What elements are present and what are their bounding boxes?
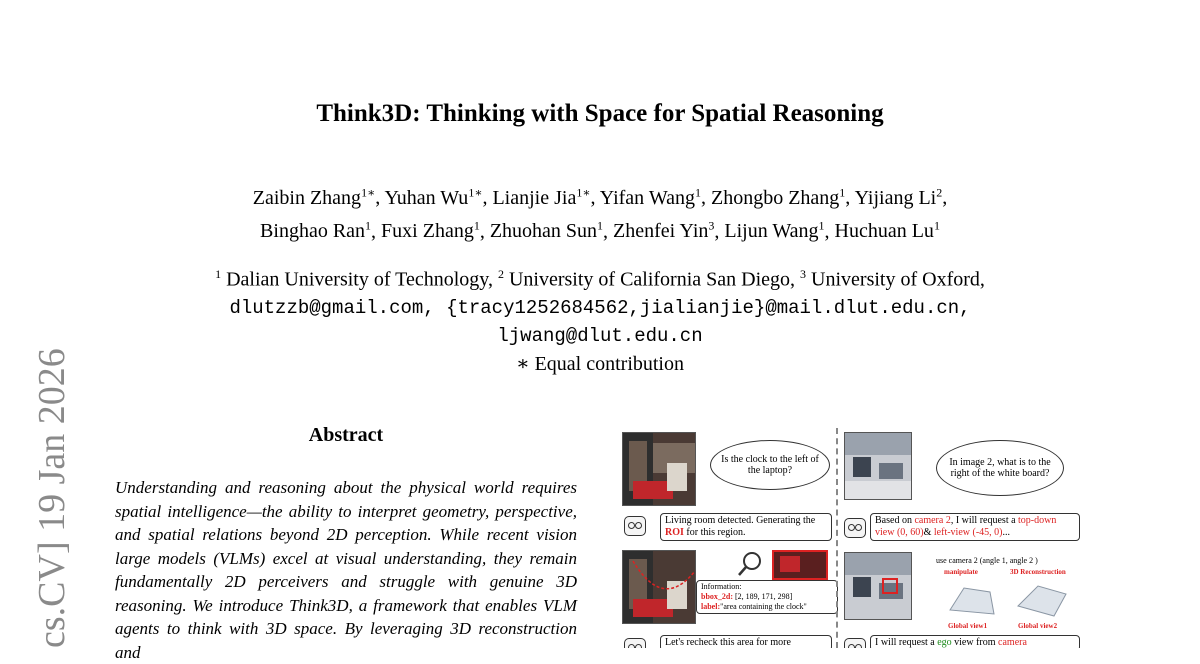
roi-crop bbox=[772, 550, 828, 580]
teaser-figure bbox=[618, 428, 1082, 648]
figure-divider bbox=[836, 428, 838, 648]
recheck-message: Let's recheck this area for more bbox=[660, 635, 832, 648]
room-photo-2-camera bbox=[844, 552, 912, 620]
question-bubble-2: In image 2, what is to the right of the white board? bbox=[936, 440, 1064, 496]
author: Lijun Wang$^1$ bbox=[724, 218, 825, 243]
abstract-text: Understanding and reasoning about the physical world requires spatial intelligence—the ability to interpret geometry, perspective, and spatial relations beyond 2D perception. While recent vision large models (VLMs) excel at visual understanding, they remain fundamentally 2D perceivers and struggle with genuine 3D reasoning. We introduce Think3D, a framework that enables VLM agents to think with 3D space. By leveraging 3D reconstruction and bbox=[115, 478, 577, 662]
global-view-2 bbox=[1014, 580, 1070, 620]
robot-icon bbox=[844, 638, 866, 648]
robot-icon bbox=[624, 638, 646, 648]
author: Yifan Wang$^1$ bbox=[599, 185, 701, 209]
magnifier-icon bbox=[736, 550, 764, 578]
email-line-2: ljwang@dlut.edu.cn bbox=[497, 324, 703, 347]
robot-icon bbox=[844, 518, 866, 538]
author: Binghao Ran$^1$ bbox=[260, 218, 372, 243]
author: Zhenfei Yin$^3$ bbox=[613, 218, 715, 243]
global-view-2-label: Global view2 bbox=[1018, 622, 1058, 630]
room-photo-2 bbox=[844, 432, 912, 500]
author: Fuxi Zhang$^1$ bbox=[381, 218, 480, 243]
author-list bbox=[0, 178, 1200, 245]
question-bubble-1: Is the clock to the left of the laptop? bbox=[710, 440, 830, 490]
answer-message-2: Based on camera 2, I will request a top-down view (0, 60)& left-view (-45, 0)... bbox=[870, 513, 1080, 541]
answer-message-1: Living room detected. Generating the ROI for this region. bbox=[660, 513, 832, 541]
affiliations bbox=[0, 260, 1200, 378]
author: Lianjie Jia$^{1∗}$ bbox=[492, 185, 591, 209]
author: Huchuan Lu$^1$ bbox=[834, 218, 940, 243]
living-room-photo bbox=[622, 432, 696, 506]
abstract-heading: Abstract bbox=[308, 424, 384, 446]
ego-message: I will request a ego view from camera bbox=[870, 635, 1080, 648]
manipulate-label: manipulate bbox=[944, 568, 978, 576]
authors-line-1: Zaibin Zhang$^{1∗}$, Yuhan $Wu^{1∗}$, Lianjie Jia$^{1∗}$, Yifan Wang$^1$, Zhongbo Zhang$^1$, Yijiang Li$^2$, bbox=[252, 185, 948, 209]
paper-title: Think3D: Thinking with Space for Spatial Reasoning bbox=[316, 100, 884, 127]
authors-line-2: Binghao Ran$^1$, Fuxi Zhang$^1$, Zhuohan Sun$^1$, Zhenfei Yin$^3$, Lijun Wang$^1$, Huchuan Lu$^1$ bbox=[260, 218, 940, 243]
author: Yijiang Li$^2$ bbox=[854, 185, 943, 209]
reconstruction-label: 3D Reconstruction bbox=[1010, 568, 1066, 576]
arxiv-stamp: cs.CV] 19 Jan 2026 bbox=[31, 348, 73, 648]
author: Zaibin Zhang$^{1∗}$ bbox=[252, 185, 376, 209]
author: Yuhan $Wu^{1∗}$ bbox=[384, 185, 483, 209]
affiliation-line: $^1$ Dalian University of Technology, $^2$ University of California San Diego, $^3$ University of Oxford, bbox=[215, 267, 985, 291]
global-view-1-label: Global view1 bbox=[948, 622, 988, 630]
camera-label: use camera 2 (angle 1, angle 2 ) bbox=[936, 556, 1038, 565]
author: Zhuohan Sun$^1$ bbox=[489, 218, 604, 243]
robot-icon bbox=[624, 516, 646, 536]
author: Zhongbo Zhang$^1$ bbox=[710, 185, 846, 209]
info-box: Information: bbox_2d: [2, 189, 171, 298] label:"area containing the clock" bbox=[696, 580, 838, 614]
global-view-1 bbox=[944, 580, 1000, 620]
email-line-1: dlutzzb@gmail.com, {tracy1252684562,jialianjie}@mail.dlut.edu.cn, bbox=[229, 296, 971, 319]
living-room-photo-roi bbox=[622, 550, 696, 624]
equal-contribution-note: ∗ Equal contribution bbox=[515, 352, 684, 375]
